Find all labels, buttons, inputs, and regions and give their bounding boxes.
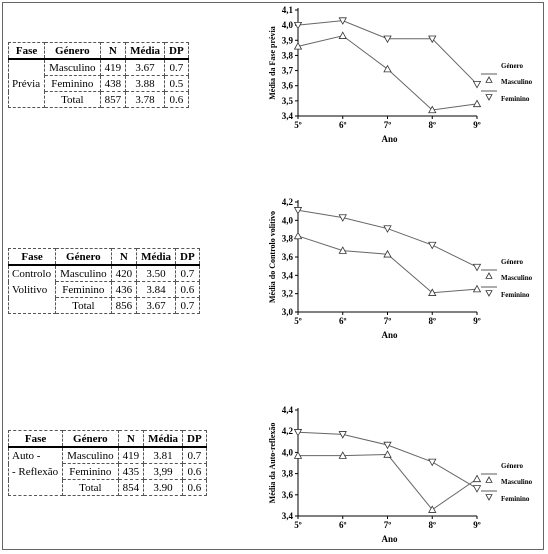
data-point-masculino — [474, 475, 481, 481]
cell-genero: Total — [56, 298, 111, 314]
legend-marker-masculino — [486, 477, 492, 482]
cell-n: 856 — [111, 298, 137, 314]
cell-dp: 0.6 — [165, 92, 189, 108]
table-header-row — [9, 43, 189, 60]
stats-table-previa — [8, 42, 189, 108]
cell-genero: Total — [63, 480, 118, 496]
table-row — [9, 282, 200, 298]
x-tick-label: 9º — [473, 316, 481, 326]
legend-marker-masculino — [486, 77, 492, 82]
cell-dp: 0.5 — [165, 76, 189, 92]
data-point-masculino — [474, 100, 481, 106]
x-tick-label: 7º — [383, 120, 392, 130]
legend-title: Género — [501, 258, 524, 266]
y-tick-label: 4,0 — [281, 20, 293, 31]
fase-label: - Reflexão — [9, 464, 63, 480]
header-fase: Fase — [9, 249, 56, 266]
series-line-masculino — [298, 455, 477, 510]
legend-label-feminino: Feminino — [501, 95, 530, 103]
header-dp: DP — [176, 249, 200, 266]
cell-media: 3.81 — [144, 447, 183, 464]
cell-dp: 0.6 — [183, 464, 207, 480]
chart-auto-reflexao — [268, 402, 538, 544]
y-tick-label: 3,0 — [281, 307, 293, 317]
fase-label-empty — [9, 480, 63, 496]
data-point-feminino — [384, 226, 391, 232]
y-tick-label: 3,4 — [281, 111, 293, 121]
data-point-feminino — [429, 242, 436, 248]
cell-dp: 0.7 — [165, 59, 189, 76]
table-row — [9, 464, 207, 480]
legend-title: Género — [501, 62, 524, 70]
data-point-feminino — [474, 264, 481, 270]
cell-media: 3.90 — [144, 480, 183, 496]
cell-n: 436 — [111, 282, 137, 298]
x-tick-label: 5º — [294, 316, 302, 326]
data-point-feminino — [429, 459, 436, 465]
data-point-feminino — [384, 442, 391, 448]
data-point-masculino — [339, 32, 346, 38]
cell-genero: Feminino — [45, 76, 100, 92]
cell-genero: Masculino — [45, 59, 100, 76]
x-tick-label: 8º — [428, 520, 436, 530]
table-header-row — [9, 431, 207, 448]
data-point-masculino — [474, 286, 481, 292]
data-point-masculino — [295, 232, 302, 238]
x-tick-label: 5º — [294, 120, 302, 130]
x-tick-label: 9º — [473, 120, 481, 130]
cell-n: 419 — [100, 59, 126, 76]
y-axis-title: Média da Fase prévia — [268, 26, 277, 100]
x-axis-title: Ano — [381, 330, 398, 340]
chart-controlo-volitivo — [268, 194, 538, 344]
y-tick-label: 4,0 — [281, 447, 293, 458]
header-dp: DP — [183, 431, 207, 448]
legend-label-feminino: Feminino — [501, 291, 530, 299]
fase-label-line: Prévia — [12, 77, 41, 90]
y-tick-label: 3,6 — [281, 80, 293, 91]
y-tick-label: 3,8 — [281, 50, 293, 61]
fase-label: Controlo — [9, 265, 56, 282]
legend-label-masculino: Masculino — [501, 78, 533, 86]
x-tick-label: 6º — [339, 316, 347, 326]
x-axis-title: Ano — [381, 134, 398, 144]
x-tick-label: 7º — [383, 316, 392, 326]
header-fase: Fase — [9, 43, 45, 60]
header-fase: Fase — [9, 431, 63, 448]
header-genero: Género — [63, 431, 118, 448]
header-media: Média — [126, 43, 165, 60]
cell-dp: 0.6 — [183, 480, 207, 496]
y-tick-label: 4,2 — [281, 426, 293, 437]
data-point-feminino — [474, 81, 481, 87]
cell-media: 3,99 — [144, 464, 183, 480]
series-line-masculino — [298, 236, 477, 293]
chart-fase-previa — [268, 2, 538, 152]
cell-genero: Masculino — [63, 447, 118, 464]
x-tick-label: 6º — [339, 520, 347, 530]
cell-n: 854 — [118, 480, 144, 496]
header-media: Média — [137, 249, 176, 266]
y-tick-label: 4,1 — [281, 5, 293, 15]
y-axis-title: Média da Auto-reflexão — [268, 422, 277, 504]
cell-genero: Total — [45, 92, 100, 108]
table-row — [9, 480, 207, 496]
y-tick-label: 3,6 — [281, 252, 293, 262]
cell-dp: 0.7 — [176, 298, 200, 314]
header-dp: DP — [165, 43, 189, 60]
x-tick-label: 9º — [473, 520, 481, 530]
series-line-feminino — [298, 432, 477, 488]
y-tick-label: 3,2 — [281, 288, 293, 299]
y-tick-label: 3,4 — [281, 270, 293, 281]
x-axis-title: Ano — [381, 534, 398, 544]
cell-genero: Feminino — [63, 464, 118, 480]
y-tick-label: 3,9 — [281, 35, 293, 46]
legend-marker-masculino — [486, 273, 492, 278]
header-n: N — [100, 43, 126, 60]
header-n: N — [118, 431, 144, 448]
cell-genero: Feminino — [56, 282, 111, 298]
header-media: Média — [144, 431, 183, 448]
x-tick-label: 7º — [383, 520, 392, 530]
legend-label-feminino: Feminino — [501, 495, 530, 503]
cell-media: 3.88 — [126, 76, 165, 92]
legend-marker-feminino — [486, 95, 492, 100]
y-tick-label: 3,7 — [281, 65, 293, 76]
cell-media: 3.67 — [137, 298, 176, 314]
cell-dp: 0.7 — [176, 265, 200, 282]
cell-n: 435 — [118, 464, 144, 480]
table-header-row — [9, 249, 200, 266]
x-tick-label: 8º — [428, 316, 436, 326]
fase-label: Volitivo — [9, 282, 56, 298]
y-tick-label: 4,0 — [281, 215, 293, 226]
y-tick-label: 4,4 — [281, 405, 293, 415]
header-genero: Género — [45, 43, 100, 60]
table-row — [9, 265, 200, 282]
cell-n: 420 — [111, 265, 137, 282]
cell-media: 3.78 — [126, 92, 165, 108]
cell-dp: 0.6 — [176, 282, 200, 298]
cell-media: 3.50 — [137, 265, 176, 282]
y-axis-title: Média do Controlo volitivo — [268, 210, 277, 304]
legend-title: Género — [501, 462, 524, 470]
y-tick-label: 3,6 — [281, 489, 293, 500]
fase-label: Auto - — [9, 447, 63, 464]
table-row — [9, 59, 189, 76]
cell-n: 419 — [118, 447, 144, 464]
cell-media: 3.84 — [137, 282, 176, 298]
series-line-feminino — [298, 210, 477, 267]
data-point-masculino — [384, 66, 391, 72]
y-tick-label: 3,5 — [281, 95, 293, 106]
series-line-masculino — [298, 36, 477, 110]
y-tick-label: 3,8 — [281, 233, 293, 244]
stats-table-controlo — [8, 248, 200, 314]
legend-marker-feminino — [486, 291, 492, 296]
cell-media: 3.67 — [126, 59, 165, 76]
x-tick-label: 6º — [339, 120, 347, 130]
cell-n: 857 — [100, 92, 126, 108]
y-tick-label: 3,4 — [281, 511, 293, 521]
series-line-feminino — [298, 21, 477, 85]
legend-marker-feminino — [486, 495, 492, 500]
cell-dp: 0.7 — [183, 447, 207, 464]
y-tick-label: 4,2 — [281, 197, 293, 207]
table-row — [9, 447, 207, 464]
data-point-feminino — [474, 486, 481, 492]
table-row — [9, 298, 200, 314]
x-tick-label: 8º — [428, 120, 436, 130]
header-n: N — [111, 249, 137, 266]
y-tick-label: 3,8 — [281, 468, 293, 479]
legend-label-masculino: Masculino — [501, 478, 533, 486]
cell-genero: Masculino — [56, 265, 111, 282]
stats-table-autoreflexao — [8, 430, 207, 496]
legend-label-masculino: Masculino — [501, 274, 533, 282]
fase-label-empty — [9, 298, 56, 314]
x-tick-label: 5º — [294, 520, 302, 530]
cell-n: 438 — [100, 76, 126, 92]
header-genero: Género — [56, 249, 111, 266]
fase-label — [9, 59, 45, 108]
